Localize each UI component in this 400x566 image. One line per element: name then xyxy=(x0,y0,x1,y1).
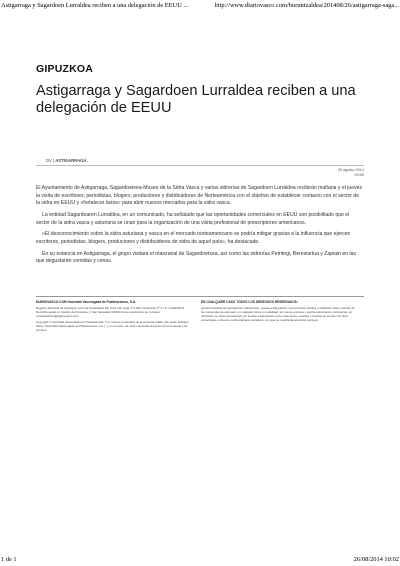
footer-left-heading: DIARIOVASCO.COM Sociedad Vascongada de Publicaciones, S.A. xyxy=(36,300,137,304)
print-datetime: 26/08/2014 10:02 xyxy=(353,556,399,563)
footer-copyright-text: Copyright © Sociedad Vascongada de Publicaciones, S.A. incluye contenidos de la empresa citada, del medio El Diario Vasco (Sociedad Vascongada de Publicaciones, S.A.), y, en su caso, de otras empresas del grupo de la empresa o de terceros. xyxy=(36,320,189,332)
footer-right-heading: EN CUALQUIER CASO TODOS LOS DERECHOS RESERVADOS: xyxy=(201,300,298,304)
site-footer xyxy=(36,298,364,338)
paragraph: La entidad Sagardoaren Lurraldea, en un comunicado, ha señalado que las oportunidades comerciales en EEUU son posibilitado que el sector de la sidra vasca y asturiana se unan para la organización de una visita profesional de prescriptores americanos. xyxy=(36,211,350,226)
byline-place: ASTIGARRAGA. xyxy=(55,158,88,163)
article-body xyxy=(36,185,364,270)
page-number: 1 de 1 xyxy=(1,556,17,563)
footer-company-info xyxy=(36,300,194,334)
print-header xyxy=(1,2,399,12)
footer-rights-text: Queda prohibida la reproducción, distribución, puesta a disposición, comunicación pública y utilización total o parcial, de los contenidos de esta web, en cualquier forma o modalidad, sin previa, expresa y escrita autorización, incluyendo, en particular, su mera reproducción y/o puesta a disposición como resúmenes, reseñas o revistas de prensa con fines comerciales o directa o indirectamente lucrativos, a la que se manifiesta oposición expresa. xyxy=(201,306,355,322)
footer-divider xyxy=(36,296,364,297)
byline xyxy=(46,158,88,163)
paragraph: El Ayuntamiento de Astigarraga, Sagardoetxea-Museo de la Sidra Vasca y varias sidrerías de Sagardoen Lurraldea recibirán mañana y el jueves la visita de escritores, periodistas, blogers, productores y distribuidores de Norteamérica con el objetivo de establecer contacto con el sector de la sidra en EEUU y «fortalecer lazos» para abrir nuevos mercados para la sidra vasca. xyxy=(36,185,362,207)
byline-separator: | xyxy=(53,158,56,163)
article-date: 26 agosto 2014 xyxy=(337,168,364,172)
footer-registry-text: Registro Mercantil de Gipuzkoa, Libro de Sociedades 84, Folio 116, Hoja nº 2.000, Inscripción 1ª C.I.F.: A-20000072 Domicilio social en Camino de Portuetxe, 2 San Sebastián 20018 Correo electrónico de contacto: contactaonline@diariovasco.com xyxy=(36,306,185,318)
print-footer xyxy=(1,553,399,563)
paragraph: «El desconocimiento sobre la sidra asturiana y vasca en el mercado norteamericano se podría mitigar gracias a la influencia que ejercen escritores, periodistas, blogers, productores y distribuidores de sidra de aquel país», ha destacado. xyxy=(36,231,351,245)
dateline xyxy=(338,168,364,178)
print-header-title: Astigarraga y Sagardoen Lurraldea reciben a una delegación de EEUU ... xyxy=(1,2,189,9)
paragraph: En su estancia en Astigarraga, el grupo visitará el manzanal de Sagardoetxea, así como las sidrerías Petritegi, Bereziartua y Zapiain en las que degustarán comidas y cenas. xyxy=(36,250,357,265)
divider xyxy=(36,165,364,166)
article-headline: Astigarraga y Sagardoen Lurraldea reciben a una delegación de EEUU xyxy=(36,83,356,116)
footer-rights-info xyxy=(201,300,359,324)
section-title[interactable]: GIPUZKOA xyxy=(36,63,94,75)
print-header-url[interactable]: http://www.diariovasco.com/buruntzaldea/201408/26/astigarraga-saga... xyxy=(214,2,399,9)
byline-source: DV xyxy=(46,158,52,163)
article-time: 00:05 xyxy=(354,173,364,177)
